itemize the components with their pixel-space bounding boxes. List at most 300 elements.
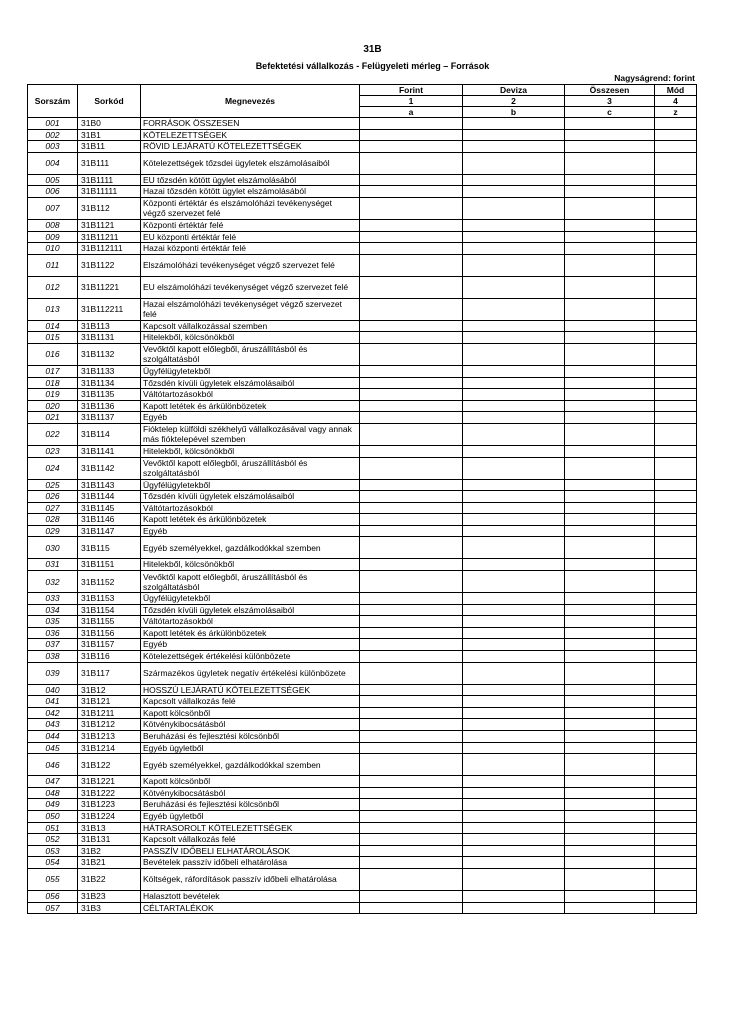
- row-number: 019: [28, 389, 78, 401]
- cell-mod[interactable]: [655, 868, 697, 890]
- row-name: Halasztott bevételek: [141, 890, 360, 902]
- cell-mod[interactable]: [655, 627, 697, 639]
- cell-forint[interactable]: [360, 731, 463, 743]
- cell-mod[interactable]: [655, 857, 697, 869]
- row-number: 030: [28, 537, 78, 559]
- cell-forint[interactable]: [360, 810, 463, 822]
- table-row: [28, 754, 697, 776]
- cell-deviza[interactable]: [463, 616, 565, 628]
- cell-mod[interactable]: [655, 219, 697, 231]
- cell-forint[interactable]: [360, 377, 463, 389]
- cell-forint[interactable]: [360, 537, 463, 559]
- cell-deviza[interactable]: [463, 571, 565, 593]
- cell-mod[interactable]: [655, 684, 697, 696]
- cell-mod[interactable]: [655, 719, 697, 731]
- cell-osszesen[interactable]: [565, 651, 655, 663]
- row-number: 029: [28, 525, 78, 537]
- row-name: EU tőzsdén kötött ügylet elszámolásából: [141, 174, 360, 186]
- row-code: 31B112211: [78, 298, 141, 320]
- cell-deviza[interactable]: [463, 377, 565, 389]
- cell-mod[interactable]: [655, 491, 697, 503]
- cell-forint[interactable]: [360, 616, 463, 628]
- row-code: 31B1134: [78, 377, 141, 389]
- cell-osszesen[interactable]: [565, 491, 655, 503]
- cell-forint[interactable]: [360, 857, 463, 869]
- cell-deviza[interactable]: [463, 197, 565, 219]
- row-code: 31B1153: [78, 593, 141, 605]
- row-number: 014: [28, 320, 78, 332]
- row-name: Tőzsdén kívüli ügyletek elszámolásaiból: [141, 377, 360, 389]
- row-number: 034: [28, 604, 78, 616]
- cell-osszesen[interactable]: [565, 412, 655, 424]
- table-row: [28, 799, 697, 811]
- cell-forint[interactable]: [360, 799, 463, 811]
- cell-forint[interactable]: [360, 231, 463, 243]
- row-code: 31B1135: [78, 389, 141, 401]
- cell-deviza[interactable]: [463, 845, 565, 857]
- cell-mod[interactable]: [655, 254, 697, 276]
- cell-osszesen[interactable]: [565, 537, 655, 559]
- cell-osszesen[interactable]: [565, 593, 655, 605]
- cell-osszesen[interactable]: [565, 707, 655, 719]
- cell-deviza[interactable]: [463, 696, 565, 708]
- cell-mod[interactable]: [655, 389, 697, 401]
- cell-osszesen[interactable]: [565, 822, 655, 834]
- cell-osszesen[interactable]: [565, 129, 655, 141]
- cell-forint[interactable]: [360, 571, 463, 593]
- cell-osszesen[interactable]: [565, 423, 655, 445]
- row-number: 047: [28, 776, 78, 788]
- cell-mod[interactable]: [655, 662, 697, 684]
- cell-osszesen[interactable]: [565, 174, 655, 186]
- cell-osszesen[interactable]: [565, 857, 655, 869]
- cell-osszesen[interactable]: [565, 231, 655, 243]
- row-name: HÁTRASOROLT KÖTELEZETTSÉGEK: [141, 822, 360, 834]
- cell-osszesen[interactable]: [565, 719, 655, 731]
- cell-osszesen[interactable]: [565, 152, 655, 174]
- table-body: [28, 118, 697, 914]
- cell-mod[interactable]: [655, 445, 697, 457]
- cell-deviza[interactable]: [463, 298, 565, 320]
- cell-mod[interactable]: [655, 537, 697, 559]
- cell-mod[interactable]: [655, 118, 697, 130]
- row-name: Hitelekből, kölcsönökből: [141, 445, 360, 457]
- cell-osszesen[interactable]: [565, 845, 655, 857]
- table-row: [28, 491, 697, 503]
- cell-osszesen[interactable]: [565, 298, 655, 320]
- cell-osszesen[interactable]: [565, 627, 655, 639]
- cell-forint[interactable]: [360, 593, 463, 605]
- cell-mod[interactable]: [655, 787, 697, 799]
- cell-deviza[interactable]: [463, 559, 565, 571]
- cell-forint[interactable]: [360, 627, 463, 639]
- row-number: 017: [28, 365, 78, 377]
- cell-mod[interactable]: [655, 651, 697, 663]
- cell-forint[interactable]: [360, 707, 463, 719]
- table-row: [28, 845, 697, 857]
- cell-forint[interactable]: [360, 822, 463, 834]
- cell-deviza[interactable]: [463, 514, 565, 526]
- cell-forint[interactable]: [360, 343, 463, 365]
- cell-forint[interactable]: [360, 754, 463, 776]
- row-number: 020: [28, 400, 78, 412]
- cell-osszesen[interactable]: [565, 254, 655, 276]
- row-code: 31B1146: [78, 514, 141, 526]
- cell-deviza[interactable]: [463, 593, 565, 605]
- cell-deviza[interactable]: [463, 491, 565, 503]
- cell-osszesen[interactable]: [565, 400, 655, 412]
- cell-deviza[interactable]: [463, 719, 565, 731]
- cell-osszesen[interactable]: [565, 616, 655, 628]
- cell-mod[interactable]: [655, 377, 697, 389]
- cell-osszesen[interactable]: [565, 684, 655, 696]
- row-number: 053: [28, 845, 78, 857]
- row-number: 044: [28, 731, 78, 743]
- row-name: Beruházási és fejlesztési kölcsönből: [141, 731, 360, 743]
- cell-forint[interactable]: [360, 457, 463, 479]
- cell-deviza[interactable]: [463, 141, 565, 153]
- cell-deviza[interactable]: [463, 754, 565, 776]
- cell-forint[interactable]: [360, 834, 463, 846]
- cell-osszesen[interactable]: [565, 639, 655, 651]
- cell-deviza[interactable]: [463, 118, 565, 130]
- cell-forint[interactable]: [360, 118, 463, 130]
- table-row: [28, 810, 697, 822]
- cell-forint[interactable]: [360, 696, 463, 708]
- row-code: 31B1136: [78, 400, 141, 412]
- cell-deviza[interactable]: [463, 857, 565, 869]
- cell-forint[interactable]: [360, 662, 463, 684]
- cell-mod[interactable]: [655, 742, 697, 754]
- cell-osszesen[interactable]: [565, 141, 655, 153]
- cell-forint[interactable]: [360, 479, 463, 491]
- cell-deviza[interactable]: [463, 639, 565, 651]
- row-code: 31B1142: [78, 457, 141, 479]
- row-number: 055: [28, 868, 78, 890]
- cell-deviza[interactable]: [463, 651, 565, 663]
- cell-forint[interactable]: [360, 298, 463, 320]
- cell-mod[interactable]: [655, 776, 697, 788]
- cell-mod[interactable]: [655, 343, 697, 365]
- cell-mod[interactable]: [655, 502, 697, 514]
- cell-deviza[interactable]: [463, 423, 565, 445]
- cell-forint[interactable]: [360, 787, 463, 799]
- row-name: Származékos ügyletek negatív értékelési különbözete: [141, 662, 360, 684]
- cell-mod[interactable]: [655, 604, 697, 616]
- cell-osszesen[interactable]: [565, 445, 655, 457]
- cell-mod[interactable]: [655, 186, 697, 198]
- cell-deviza[interactable]: [463, 365, 565, 377]
- cell-forint[interactable]: [360, 332, 463, 344]
- cell-mod[interactable]: [655, 731, 697, 743]
- cell-forint[interactable]: [360, 276, 463, 298]
- cell-deviza[interactable]: [463, 707, 565, 719]
- cell-mod[interactable]: [655, 365, 697, 377]
- cell-mod[interactable]: [655, 514, 697, 526]
- cell-deviza[interactable]: [463, 412, 565, 424]
- cell-mod[interactable]: [655, 834, 697, 846]
- cell-deviza[interactable]: [463, 868, 565, 890]
- cell-mod[interactable]: [655, 231, 697, 243]
- cell-osszesen[interactable]: [565, 243, 655, 255]
- row-code: 31B1122: [78, 254, 141, 276]
- cell-forint[interactable]: [360, 651, 463, 663]
- cell-forint[interactable]: [360, 514, 463, 526]
- cell-forint[interactable]: [360, 890, 463, 902]
- cell-mod[interactable]: [655, 696, 697, 708]
- cell-mod[interactable]: [655, 707, 697, 719]
- table-row: [28, 537, 697, 559]
- cell-deviza[interactable]: [463, 231, 565, 243]
- table-row: [28, 651, 697, 663]
- cell-forint[interactable]: [360, 197, 463, 219]
- table-row: [28, 298, 697, 320]
- row-number: 009: [28, 231, 78, 243]
- cell-osszesen[interactable]: [565, 514, 655, 526]
- cell-mod[interactable]: [655, 593, 697, 605]
- row-number: 013: [28, 298, 78, 320]
- cell-forint[interactable]: [360, 845, 463, 857]
- row-code: 31B2: [78, 845, 141, 857]
- table-row: [28, 389, 697, 401]
- table-row: [28, 593, 697, 605]
- cell-deviza[interactable]: [463, 343, 565, 365]
- cell-deviza[interactable]: [463, 525, 565, 537]
- header-num-2: 2: [463, 96, 565, 107]
- cell-mod[interactable]: [655, 197, 697, 219]
- cell-mod[interactable]: [655, 559, 697, 571]
- cell-mod[interactable]: [655, 174, 697, 186]
- cell-forint[interactable]: [360, 320, 463, 332]
- cell-forint[interactable]: [360, 719, 463, 731]
- cell-osszesen[interactable]: [565, 320, 655, 332]
- cell-deviza[interactable]: [463, 276, 565, 298]
- cell-osszesen[interactable]: [565, 662, 655, 684]
- cell-mod[interactable]: [655, 129, 697, 141]
- cell-forint[interactable]: [360, 174, 463, 186]
- cell-deviza[interactable]: [463, 479, 565, 491]
- cell-mod[interactable]: [655, 525, 697, 537]
- cell-mod[interactable]: [655, 141, 697, 153]
- row-number: 050: [28, 810, 78, 822]
- cell-osszesen[interactable]: [565, 890, 655, 902]
- cell-forint[interactable]: [360, 141, 463, 153]
- cell-deviza[interactable]: [463, 400, 565, 412]
- cell-mod[interactable]: [655, 799, 697, 811]
- cell-deviza[interactable]: [463, 834, 565, 846]
- row-name: Kapcsolt vállalkozás felé: [141, 834, 360, 846]
- cell-forint[interactable]: [360, 445, 463, 457]
- cell-osszesen[interactable]: [565, 742, 655, 754]
- row-name: Egyéb: [141, 525, 360, 537]
- cell-forint[interactable]: [360, 868, 463, 890]
- cell-mod[interactable]: [655, 298, 697, 320]
- table-row: [28, 822, 697, 834]
- cell-forint[interactable]: [360, 902, 463, 914]
- cell-mod[interactable]: [655, 457, 697, 479]
- cell-mod[interactable]: [655, 810, 697, 822]
- cell-forint[interactable]: [360, 412, 463, 424]
- cell-forint[interactable]: [360, 491, 463, 503]
- cell-deviza[interactable]: [463, 662, 565, 684]
- cell-osszesen[interactable]: [565, 186, 655, 198]
- cell-mod[interactable]: [655, 243, 697, 255]
- cell-osszesen[interactable]: [565, 457, 655, 479]
- table-row: [28, 559, 697, 571]
- cell-deviza[interactable]: [463, 627, 565, 639]
- row-code: 31B1144: [78, 491, 141, 503]
- cell-osszesen[interactable]: [565, 525, 655, 537]
- cell-osszesen[interactable]: [565, 571, 655, 593]
- cell-forint[interactable]: [360, 186, 463, 198]
- row-name: Költségek, ráfordítások passzív időbeli elhatárolása: [141, 868, 360, 890]
- cell-osszesen[interactable]: [565, 332, 655, 344]
- table-row: [28, 857, 697, 869]
- cell-deviza[interactable]: [463, 742, 565, 754]
- form-code: 31B: [363, 44, 382, 55]
- cell-osszesen[interactable]: [565, 479, 655, 491]
- cell-deviza[interactable]: [463, 152, 565, 174]
- cell-mod[interactable]: [655, 571, 697, 593]
- cell-forint[interactable]: [360, 389, 463, 401]
- cell-deviza[interactable]: [463, 502, 565, 514]
- table-row: [28, 902, 697, 914]
- cell-osszesen[interactable]: [565, 343, 655, 365]
- cell-osszesen[interactable]: [565, 377, 655, 389]
- row-name: Vevőktől kapott előlegből, áruszállításból és szolgáltatásból: [141, 457, 360, 479]
- row-code: 31B11221: [78, 276, 141, 298]
- cell-deviza[interactable]: [463, 332, 565, 344]
- cell-mod[interactable]: [655, 845, 697, 857]
- cell-forint[interactable]: [360, 365, 463, 377]
- header-letter-z: z: [655, 107, 697, 118]
- cell-mod[interactable]: [655, 639, 697, 651]
- cell-deviza[interactable]: [463, 604, 565, 616]
- cell-forint[interactable]: [360, 423, 463, 445]
- cell-osszesen[interactable]: [565, 696, 655, 708]
- cell-mod[interactable]: [655, 400, 697, 412]
- cell-mod[interactable]: [655, 822, 697, 834]
- row-name: Tőzsdén kívüli ügyletek elszámolásaiból: [141, 604, 360, 616]
- cell-osszesen[interactable]: [565, 197, 655, 219]
- cell-forint[interactable]: [360, 502, 463, 514]
- cell-mod[interactable]: [655, 412, 697, 424]
- cell-osszesen[interactable]: [565, 365, 655, 377]
- cell-forint[interactable]: [360, 742, 463, 754]
- row-code: 31B113: [78, 320, 141, 332]
- cell-deviza[interactable]: [463, 254, 565, 276]
- cell-forint[interactable]: [360, 776, 463, 788]
- cell-deviza[interactable]: [463, 684, 565, 696]
- cell-deviza[interactable]: [463, 799, 565, 811]
- cell-osszesen[interactable]: [565, 731, 655, 743]
- cell-deviza[interactable]: [463, 810, 565, 822]
- cell-deviza[interactable]: [463, 445, 565, 457]
- cell-deviza[interactable]: [463, 129, 565, 141]
- cell-mod[interactable]: [655, 902, 697, 914]
- row-number: 039: [28, 662, 78, 684]
- cell-deviza[interactable]: [463, 890, 565, 902]
- page-title: Befektetési vállalkozás - Felügyeleti mérleg – Források: [255, 61, 490, 71]
- cell-osszesen[interactable]: [565, 559, 655, 571]
- cell-deviza[interactable]: [463, 457, 565, 479]
- cell-mod[interactable]: [655, 479, 697, 491]
- cell-osszesen[interactable]: [565, 799, 655, 811]
- cell-deviza[interactable]: [463, 537, 565, 559]
- cell-osszesen[interactable]: [565, 834, 655, 846]
- row-code: 31B1132: [78, 343, 141, 365]
- table-row: [28, 445, 697, 457]
- header-letter-a: a: [360, 107, 463, 118]
- cell-osszesen[interactable]: [565, 604, 655, 616]
- row-name: Központi értéktár felé: [141, 219, 360, 231]
- row-number: 037: [28, 639, 78, 651]
- cell-osszesen[interactable]: [565, 502, 655, 514]
- cell-mod[interactable]: [655, 152, 697, 174]
- cell-osszesen[interactable]: [565, 868, 655, 890]
- cell-deviza[interactable]: [463, 186, 565, 198]
- cell-mod[interactable]: [655, 616, 697, 628]
- row-name: HOSSZÚ LEJÁRATÚ KÖTELEZETTSÉGEK: [141, 684, 360, 696]
- cell-osszesen[interactable]: [565, 118, 655, 130]
- cell-osszesen[interactable]: [565, 787, 655, 799]
- row-name: Vevőktől kapott előlegből, áruszállításból és szolgáltatásból: [141, 343, 360, 365]
- cell-mod[interactable]: [655, 276, 697, 298]
- cell-mod[interactable]: [655, 320, 697, 332]
- row-code: 31B1223: [78, 799, 141, 811]
- cell-mod[interactable]: [655, 890, 697, 902]
- cell-forint[interactable]: [360, 254, 463, 276]
- cell-forint[interactable]: [360, 400, 463, 412]
- cell-forint[interactable]: [360, 559, 463, 571]
- cell-forint[interactable]: [360, 684, 463, 696]
- cell-deviza[interactable]: [463, 243, 565, 255]
- cell-mod[interactable]: [655, 332, 697, 344]
- cell-forint[interactable]: [360, 219, 463, 231]
- row-code: 31B122: [78, 754, 141, 776]
- cell-forint[interactable]: [360, 525, 463, 537]
- row-name: Kötelezettségek értékelési különbözete: [141, 651, 360, 663]
- cell-deviza[interactable]: [463, 902, 565, 914]
- header-megnevezes: Megnevezés: [141, 85, 360, 118]
- row-number: 051: [28, 822, 78, 834]
- row-code: 31B1147: [78, 525, 141, 537]
- cell-forint[interactable]: [360, 243, 463, 255]
- cell-deviza[interactable]: [463, 174, 565, 186]
- cell-deviza[interactable]: [463, 219, 565, 231]
- cell-forint[interactable]: [360, 639, 463, 651]
- cell-mod[interactable]: [655, 754, 697, 776]
- cell-forint[interactable]: [360, 604, 463, 616]
- cell-forint[interactable]: [360, 152, 463, 174]
- cell-deviza[interactable]: [463, 731, 565, 743]
- cell-osszesen[interactable]: [565, 276, 655, 298]
- cell-osszesen[interactable]: [565, 776, 655, 788]
- table-row: [28, 254, 697, 276]
- cell-osszesen[interactable]: [565, 902, 655, 914]
- cell-osszesen[interactable]: [565, 219, 655, 231]
- cell-deviza[interactable]: [463, 787, 565, 799]
- cell-osszesen[interactable]: [565, 389, 655, 401]
- cell-mod[interactable]: [655, 423, 697, 445]
- cell-forint[interactable]: [360, 129, 463, 141]
- cell-deviza[interactable]: [463, 822, 565, 834]
- cell-deviza[interactable]: [463, 389, 565, 401]
- cell-deviza[interactable]: [463, 776, 565, 788]
- cell-osszesen[interactable]: [565, 754, 655, 776]
- cell-osszesen[interactable]: [565, 810, 655, 822]
- cell-deviza[interactable]: [463, 320, 565, 332]
